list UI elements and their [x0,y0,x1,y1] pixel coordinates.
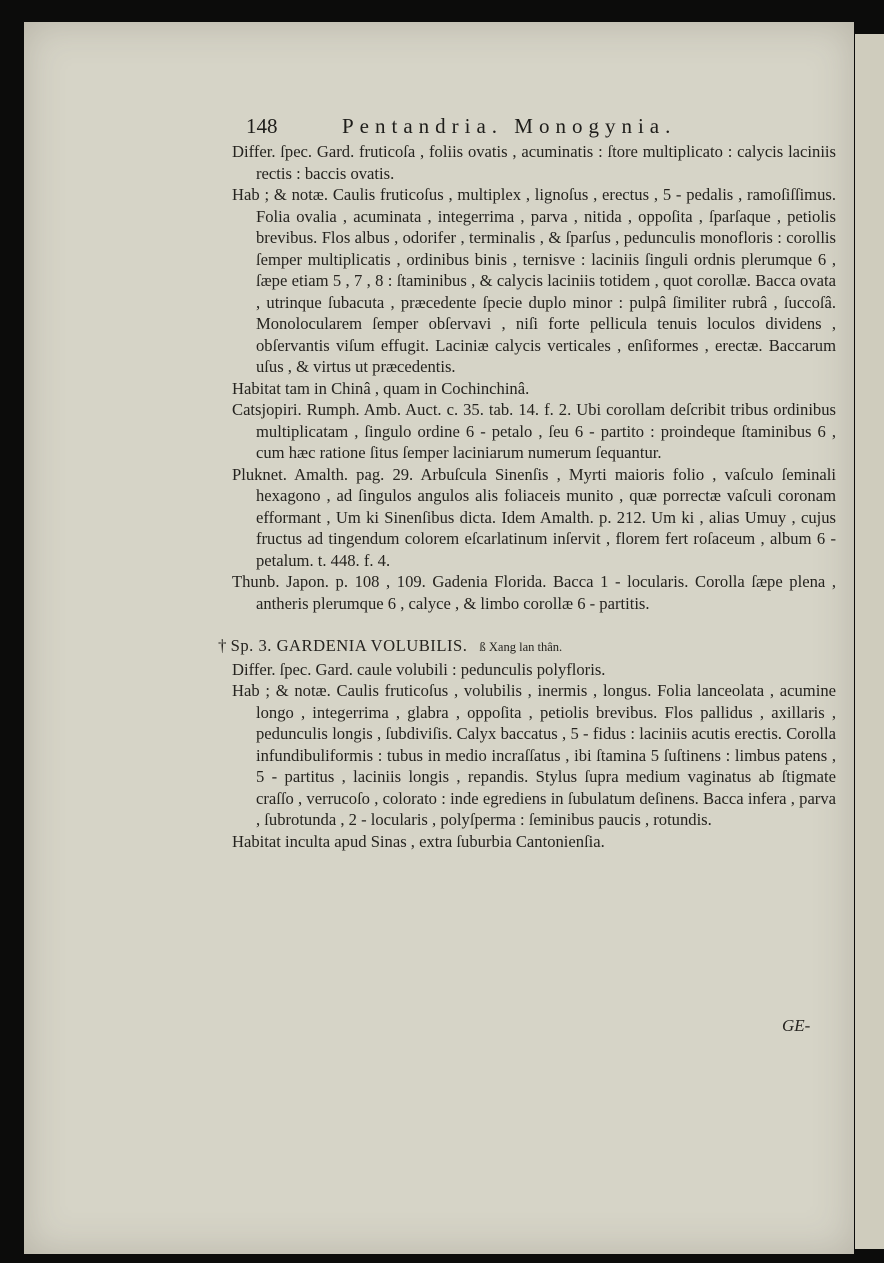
gardenia-florida-description: Hab ; & notæ. Caulis fruticoſus , multiplex , lignoſus , erectus , 5 - pedalis , ramoſiſſimus. Folia ovalia , acuminata , integerrima , parva , nitida , oppoſita , ſparſaque , petiolis brevibus. Flos albus , odorifer , terminalis , & ſparſus , pedunculis monofloris : corollis ſemper multiplicatis , ordinibus binis , ternisve : laciniis ſinguli ordnis plerumque 6 , ſæpe etiam 5 , 7 , 8 : ſtaminibus , & calycis laciniis totidem , quot corollæ. Bacca ovata , utrinque ſubacuta , præcedente ſpecie duplo minor : pulpâ ſimiliter rubrâ , ſuccoſâ. Monolocularem ſemper obſervavi , niſi forte pellicula tenuis loculos dividens , obſervantis viſum effugit. Laciniæ calycis verticales , enſiformes , erectæ. Baccarum uſus , & virtus ut præcedentis. [232,185,836,376]
vernacular-name: ß Xang lan thân. [479,640,563,654]
gardenia-florida-habitat: Habitat tam in Chinâ , quam in Cochinchinâ. [232,378,530,398]
species-name: Sp. 3. GARDENIA VOLUBILIS. [230,636,468,655]
section-title: Pentandria. Monogynia. [342,114,677,138]
rumphius-reference: Catsjopiri. Rumph. Amb. Auct. c. 35. tab. 14. f. 2. Ubi corollam deſcribit tribus ordinibus multiplicatam , ſingulo ordine 6 - petalo , ſeu 6 - partito : proindeque ſtaminibus 6 , cum hæc ratione ſitus ſemper laciniarum numerum ſequantur. [232,400,836,462]
running-header [246,114,766,142]
thunberg-reference: Thunb. Japon. p. 108 , 109. Gadenia Florida. Bacca 1 - locularis. Corolla ſæpe plena , antheris plerumque 6 , calyce , & limbo corollæ 6 - partitis. [232,572,836,613]
next-page-edge [855,34,884,1249]
gardenia-volubilis-differentia: Differ. ſpec. Gard. caule volubili : pedunculis polyfloris. [232,659,606,679]
page-number: 148 [246,114,278,138]
pluknet-reference: Pluknet. Amalth. pag. 29. Arbuſcula Sinenſis , Myrti maioris folio , vaſculo ſeminali hexagono , ad ſingulos angulos alis foliaceis munito , quæ porrectæ vaſculi coronam efformant , Um ki Sinenſibus dicta. Idem Amalth. p. 212. Um ki , alias Umuy , cujus fructus ad tingendum colorem eſcarlatinum inſervit , florem fert roſaceum , album 6 - petalum. t. 448. f. 4. [232,464,836,570]
dagger-mark: † [218,636,227,655]
gardenia-volubilis-habitat: Habitat inculta apud Sinas , extra ſuburbia Cantonienſia. [232,831,605,851]
species-heading [218,635,822,659]
body-text [218,141,836,852]
gardenia-florida-differentia: Differ. ſpec. Gard. fruticoſa , foliis ovatis , acuminatis : ſtore multiplicato : calycis laciniis rectis : baccis ovatis. [232,142,836,183]
catchword: GE- [782,1016,811,1035]
gardenia-volubilis-description: Hab ; & notæ. Caulis fruticoſus , volubilis , inermis , longus. Folia lanceolata , acumine longo , integerrima , glabra , oppoſita , petiolis brevibus. Flos pallidus , axillaris , pedunculis longis , ſubdiviſis. Calyx baccatus , 5 - fidus : laciniis acutis erectis. Corolla infundibuliformis : tubus in medio incraſſatus , ibi ſtamina 5 ſuſtinens : limbus patens , 5 - partitus , laciniis longis , repandis. Stylus ſupra medium vaginatus ab ſtigmate craſſo , verrucoſo , colorato : inde egrediens in ſubulatum deſinens. Bacca infera , parva , ſubrotunda , 2 - locularis , polyſperma : ſeminibus paucis , rotundis. [232,681,836,829]
